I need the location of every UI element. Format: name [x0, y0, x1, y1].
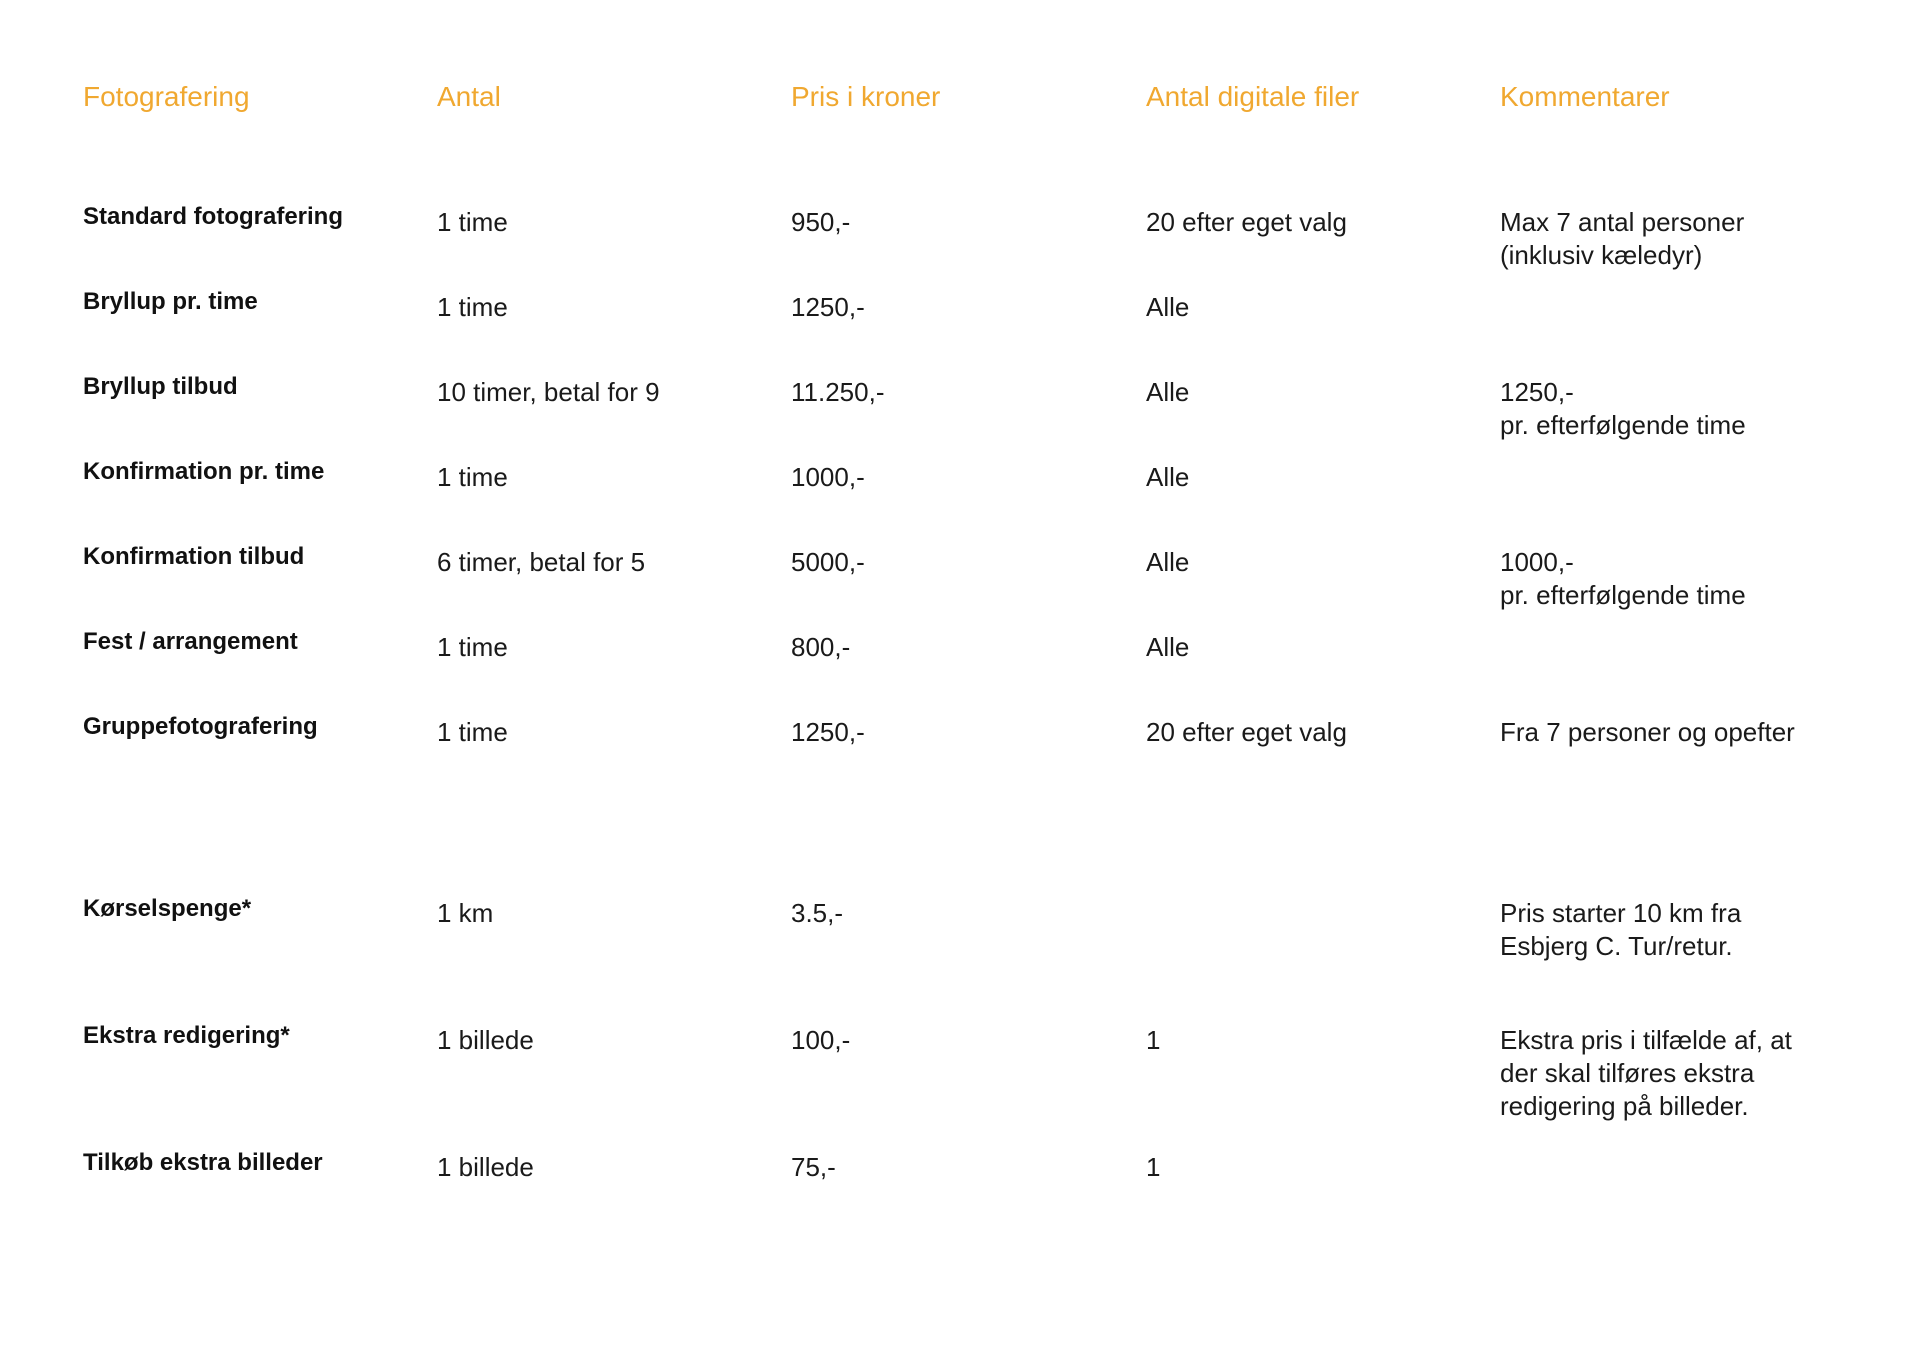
extra-pris: 100,- [791, 1025, 851, 1055]
row-label: Fest / arrangement [83, 628, 298, 655]
row-label: Standard fotografering [83, 203, 344, 230]
extra-label: Ekstra redigering* [83, 1022, 290, 1049]
extra-antal: 1 km [437, 898, 494, 928]
extra-kommentar: Pris starter 10 km fra Esbjerg C. Tur/retur. [1500, 898, 1742, 961]
row-kommentar: Fra 7 personer og opefter [1500, 717, 1795, 747]
extra-kommentar: Ekstra pris i tilfælde af, at der skal tilføres ekstra redigering på billeder. [1500, 1025, 1792, 1121]
row-pris: 950,- [791, 207, 851, 237]
row-kommentar: 1000,- pr. efterfølgende time [1500, 547, 1746, 610]
extra-filer: 1 [1146, 1025, 1161, 1055]
row-pris: 11.250,- [791, 377, 885, 407]
row-pris: 1250,- [791, 292, 865, 322]
row-antal: 1 time [437, 462, 508, 492]
row-label: Konfirmation tilbud [83, 543, 305, 570]
row-antal: 10 timer, betal for 9 [437, 377, 660, 407]
row-antal: 1 time [437, 207, 508, 237]
extra-label: Kørselspenge* [83, 895, 252, 922]
row-antal: 1 time [437, 717, 508, 747]
row-antal: 6 timer, betal for 5 [437, 547, 646, 577]
row-filer: Alle [1146, 462, 1190, 492]
extra-pris: 75,- [791, 1152, 836, 1182]
row-antal: 1 time [437, 292, 508, 322]
extra-pris: 3.5,- [791, 898, 844, 928]
row-pris: 1000,- [791, 462, 865, 492]
extra-filer: 1 [1146, 1152, 1161, 1182]
row-filer: 20 efter eget valg [1146, 207, 1347, 237]
row-label: Konfirmation pr. time [83, 458, 325, 485]
row-kommentar: Max 7 antal personer (inklusiv kæledyr) [1500, 207, 1745, 270]
row-label: Bryllup pr. time [83, 288, 258, 315]
header-antal: Antal [437, 81, 501, 112]
row-label: Gruppefotografering [83, 713, 318, 740]
row-filer: 20 efter eget valg [1146, 717, 1347, 747]
header-filer: Antal digitale filer [1146, 81, 1360, 112]
row-filer: Alle [1146, 547, 1190, 577]
row-kommentar: 1250,- pr. efterfølgende time [1500, 377, 1746, 440]
row-filer: Alle [1146, 377, 1190, 407]
extra-antal: 1 billede [437, 1025, 534, 1055]
row-filer: Alle [1146, 632, 1190, 662]
row-antal: 1 time [437, 632, 508, 662]
extra-label: Tilkøb ekstra billeder [83, 1149, 323, 1176]
row-pris: 1250,- [791, 717, 865, 747]
row-pris: 5000,- [791, 547, 865, 577]
row-pris: 800,- [791, 632, 851, 662]
header-pris: Pris i kroner [791, 81, 941, 112]
row-label: Bryllup tilbud [83, 373, 238, 400]
extra-antal: 1 billede [437, 1152, 534, 1182]
header-kommentarer: Kommentarer [1500, 81, 1670, 112]
row-filer: Alle [1146, 292, 1190, 322]
header-fotografering: Fotografering [83, 81, 250, 112]
